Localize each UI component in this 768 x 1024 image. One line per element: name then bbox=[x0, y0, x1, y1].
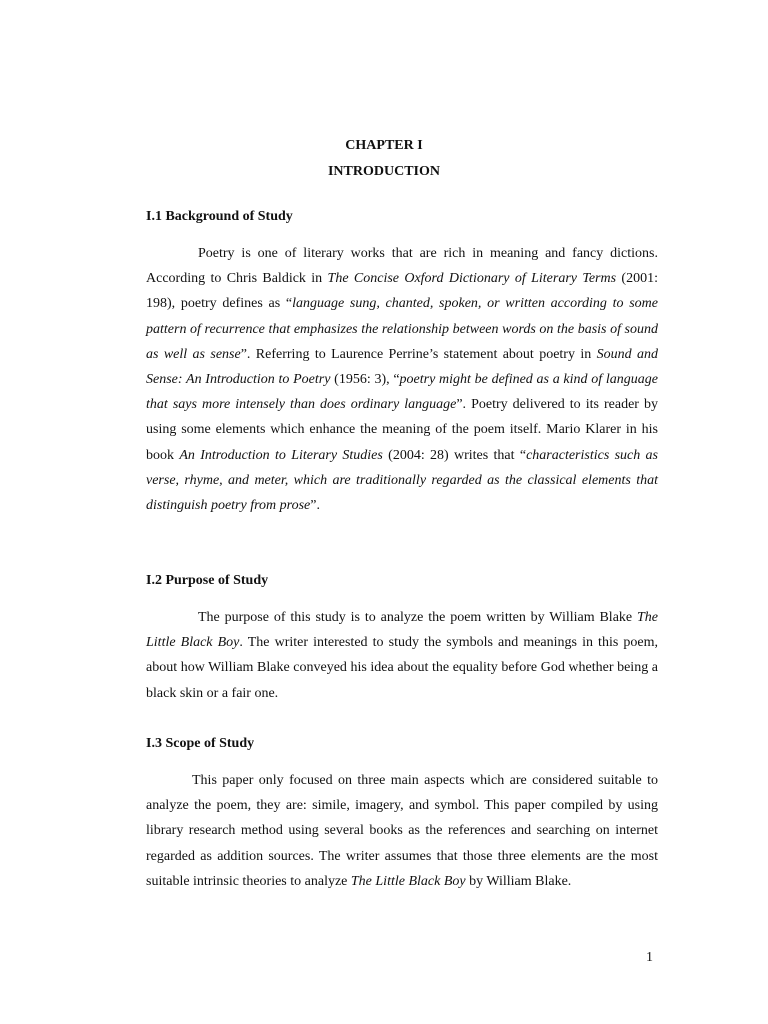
italic-text-run: poetry might be defined as a kind of language that says more intensely than does ordinary language bbox=[146, 372, 658, 413]
chapter-number: CHAPTER I bbox=[345, 138, 423, 153]
italic-text-run: The Concise Oxford Dictionary of Literary Terms bbox=[327, 271, 617, 287]
chapter-title: INTRODUCTION bbox=[327, 164, 440, 179]
text-run: ”. Referring to Laurence Perrine’s statement about poetry in bbox=[240, 346, 597, 362]
italic-text-run: The Little Black Boy bbox=[350, 873, 466, 889]
italic-text-run: characteristics such as verse, rhyme, and meter, which are traditionally regarded as the classical elements that distinguish poetry from prose bbox=[146, 447, 659, 514]
text-run: ”. bbox=[310, 498, 320, 514]
text-run: (1956: 3), “ bbox=[330, 372, 400, 388]
chapter-header bbox=[0, 136, 768, 182]
section-heading-background: I.1 Background of Study bbox=[146, 209, 293, 224]
section-paragraph-background bbox=[146, 241, 658, 518]
italic-text-run: Sound and Sense: An Introduction to Poetry bbox=[146, 346, 658, 388]
text-run: by William Blake. bbox=[465, 873, 572, 889]
text-run: The purpose of this study is to analyze the poem written by William Blake bbox=[198, 610, 637, 625]
italic-text-run: An Introduction to Literary Studies bbox=[179, 447, 383, 463]
text-run: Poetry is one of literary works that are rich in meaning and fancy dictions. According to Chris Baldick in bbox=[146, 246, 658, 287]
text-run: . The writer interested to study the symbols and meanings in this poem, about how William Blake conveyed his idea about the equality before God whether being a black skin or a fair one. bbox=[146, 635, 658, 701]
section-heading-purpose: I.2 Purpose of Study bbox=[146, 573, 269, 588]
text-run: This paper only focused on three main aspects which are considered suitable to analyze the poem, they are: simile, imagery, and symbol. This paper compiled by using library research method using several books as the references and searching on internet regarded as addition sources. The writer assumes that those three elements are the most suitable intrinsic theories to analyze bbox=[146, 773, 658, 889]
text-run: (2001: 198), poetry defines as “ bbox=[146, 271, 658, 312]
text-run: (2004: 28) writes that “ bbox=[382, 447, 527, 463]
page-number: 1 bbox=[646, 950, 653, 965]
italic-text-run: The Little Black Boy bbox=[146, 610, 658, 651]
text-run: ”. Poetry delivered to its reader by using some elements which enhance the meaning of the poem itself. Mario Klarer in his book bbox=[146, 397, 658, 463]
section-heading-scope: I.3 Scope of Study bbox=[146, 736, 255, 751]
italic-text-run: language sung, chanted, spoken, or written according to some pattern of recurrence that emphasizes the relationship between words on the basis of sound as well as sense bbox=[146, 296, 658, 362]
section-paragraph-purpose bbox=[146, 605, 658, 706]
section-paragraph-scope bbox=[146, 768, 658, 894]
